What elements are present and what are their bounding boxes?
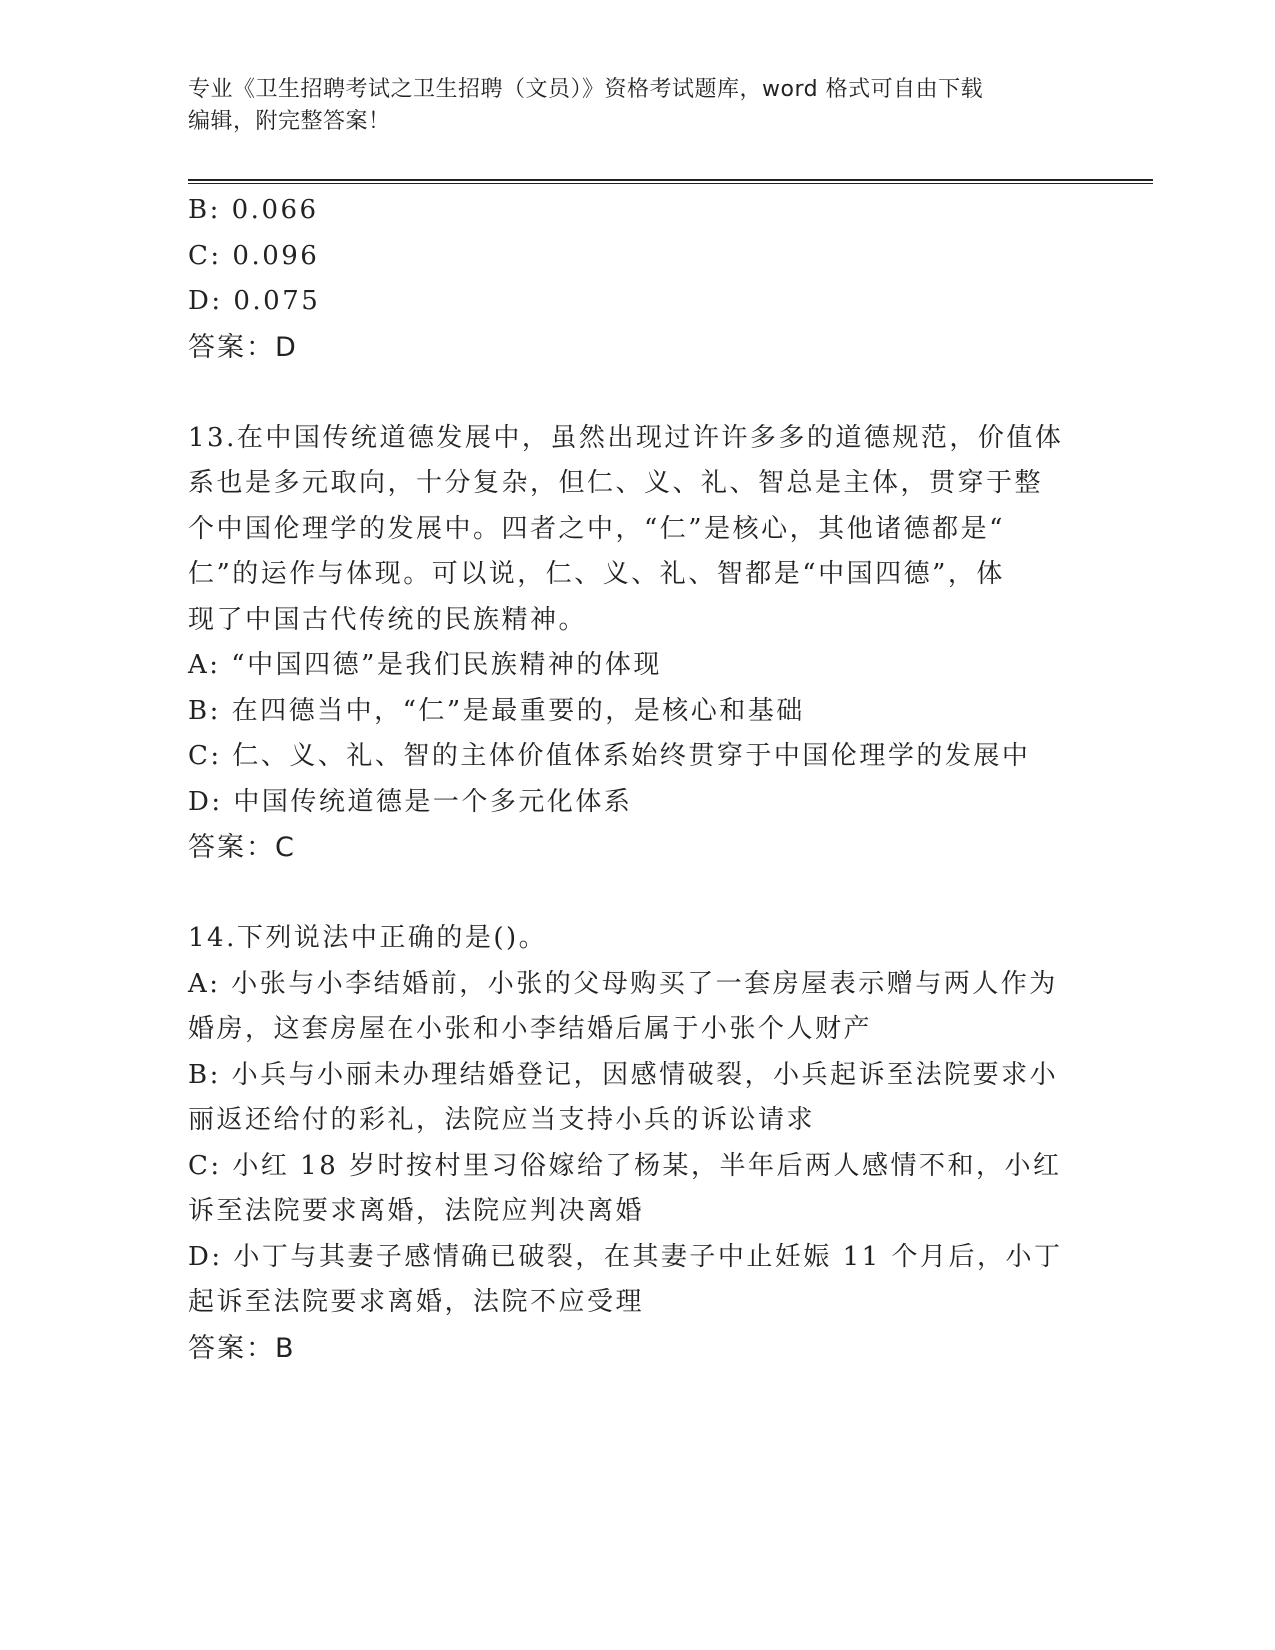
answer: 答案：D bbox=[188, 331, 298, 363]
question-stem: 14.下列说法中正确的是()。 bbox=[188, 923, 548, 953]
question-14 bbox=[188, 916, 1088, 1371]
header-divider-thick bbox=[188, 179, 1153, 181]
option-d-line: 起诉至法院要求离婚，法院不应受理 bbox=[188, 1287, 645, 1317]
answer: 答案：C bbox=[188, 832, 296, 863]
option-d-line: D: 小丁与其妻子感情确已破裂，在其妻子中止妊娠 11 个月后，小丁 bbox=[188, 1241, 1063, 1272]
question-13 bbox=[188, 416, 1088, 871]
spacer bbox=[188, 370, 1088, 416]
option-c: C: 仁、义、礼、智的主体价值体系始终贯穿于中国伦理学的发展中 bbox=[188, 741, 1031, 771]
answer: 答案：B bbox=[188, 1332, 296, 1364]
header-line-2: 编辑，附完整答案！ bbox=[188, 109, 391, 134]
option-d: D: 0.075 bbox=[188, 286, 321, 316]
option-d: D: 中国传统道德是一个多元化体系 bbox=[188, 786, 633, 817]
question-stem-line: 现了中国古代传统的民族精神。 bbox=[188, 604, 588, 635]
option-a: A: “中国四德”是我们民族精神的体现 bbox=[188, 650, 662, 680]
option-b: B: 在四德当中，“仁”是最重要的，是核心和基础 bbox=[188, 695, 805, 726]
option-b-line: B: 小兵与小丽未办理结婚登记，因感情破裂，小兵起诉至法院要求小 bbox=[188, 1059, 1059, 1090]
spacer bbox=[188, 871, 1088, 917]
option-c-line: 诉至法院要求离婚，法院应判决离婚 bbox=[188, 1196, 645, 1226]
option-c-line: C: 小红 18 岁时按村里习俗嫁给了杨某，半年后两人感情不和，小红 bbox=[188, 1150, 1062, 1181]
page-header bbox=[188, 74, 1068, 138]
option-b: B: 0.066 bbox=[188, 195, 319, 225]
question-12-tail bbox=[188, 188, 1088, 370]
option-c: C: 0.096 bbox=[188, 240, 320, 271]
header-divider-thin bbox=[188, 183, 1153, 184]
question-stem-line: 个中国伦理学的发展中。四者之中，“仁”是核心，其他诸德都是“ bbox=[188, 513, 1005, 544]
question-stem-line: 系也是多元取向，十分复杂，但仁、义、礼、智总是主体，贯穿于整 bbox=[188, 468, 1044, 498]
question-stem-line: 仁”的运作与体现。可以说，仁、义、礼、智都是“中国四德”，体 bbox=[188, 559, 1005, 589]
document-body bbox=[188, 188, 1088, 1371]
option-a-line: A: 小张与小李结婚前，小张的父母购买了一套房屋表示赠与两人作为 bbox=[188, 968, 1058, 999]
question-stem-line: 13.在中国传统道德发展中，虽然出现过许许多多的道德规范，价值体 bbox=[188, 422, 1064, 453]
option-b-line: 丽返还给付的彩礼，法院应当支持小兵的诉讼请求 bbox=[188, 1105, 816, 1135]
header-line-1: 专业《卫生招聘考试之卫生招聘（文员）》资格考试题库，word 格式可自由下载 bbox=[188, 77, 984, 102]
option-a-line: 婚房，这套房屋在小张和小李结婚后属于小张个人财产 bbox=[188, 1014, 873, 1044]
